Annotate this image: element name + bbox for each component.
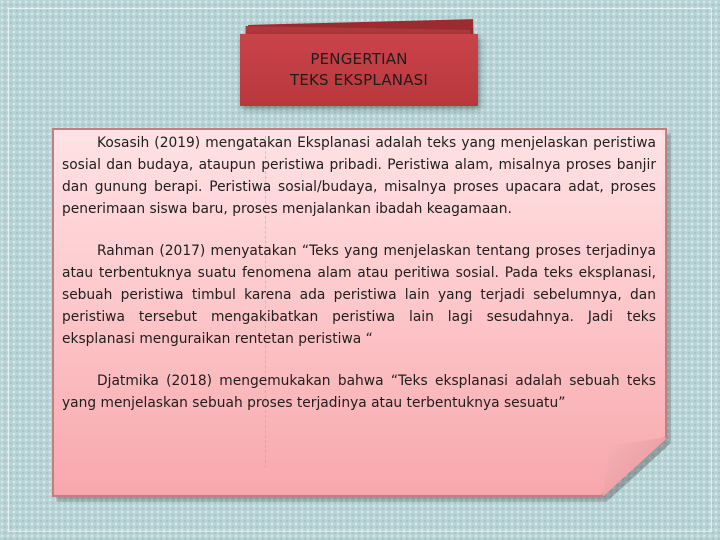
- paragraph-rahman: Rahman (2017) menyatakan “Teks yang menjelaskan tentang proses terjadinya atau terbentuknya suatu fenomena alam atau peritiwa sosial. Pada teks eksplanasi, sebuah peristiwa timbul karena ada peristiwa lain yang terjadi sebelumnya, dan peristiwa tersebut mengakibatkan peristiwa lain lagi sesudahnya. Jadi teks eksplanasi menguraikan rentetan peristiwa “: [62, 243, 656, 347]
- paragraph-kosasih: Kosasih (2019) mengatakan Eksplanasi adalah teks yang menjelaskan peristiwa sosial dan budaya, ataupun peristiwa pribadi. Peristiwa alam, misalnya proses banjir dan gunung berapi. Peristiwa sosial/budaya, misalnya proses upacara adat, proses penerimaan siswa baru, proses menjalankan ibadah keagamaan.: [62, 135, 656, 217]
- slide-title-line-2: TEKS EKSPLANASI: [289, 71, 429, 89]
- slide-title-line-1: PENGERTIAN: [310, 50, 408, 68]
- paragraph-djatmika: Djatmika (2018) mengemukakan bahwa “Teks eksplanasi adalah sebuah teks yang menjelaskan sebuah proses terjadinya atau terbentuknya sesuatu”: [62, 373, 656, 411]
- slide-title: [240, 34, 478, 106]
- note-card-body: [62, 132, 656, 414]
